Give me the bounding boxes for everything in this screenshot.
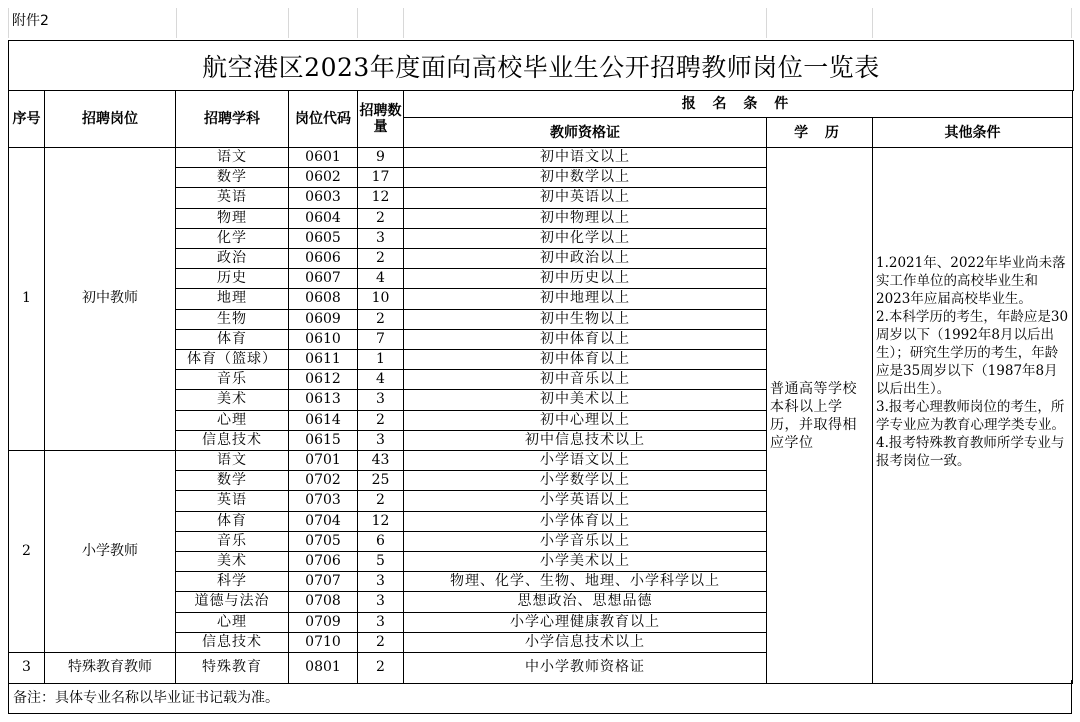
footnote: 备注：具体专业名称以毕业证书记载为准。	[8, 680, 1072, 714]
row-count: 4	[358, 269, 404, 289]
grid-line	[872, 8, 1072, 38]
row-code: 0701	[289, 451, 358, 471]
row-code: 0608	[289, 289, 358, 309]
row-qualification: 小学音乐以上	[404, 531, 767, 551]
row-qualification: 初中英语以上	[404, 188, 767, 208]
row-count: 17	[358, 168, 404, 188]
row-subject: 政治	[176, 249, 289, 269]
row-qualification: 初中心理以上	[404, 410, 767, 430]
row-code: 0609	[289, 309, 358, 329]
row-position: 小学教师	[45, 451, 176, 653]
header-code: 岗位代码	[289, 91, 358, 148]
row-code: 0606	[289, 249, 358, 269]
row-qualification: 思想政治、思想品德	[404, 592, 767, 612]
row-subject: 信息技术	[176, 632, 289, 652]
row-subject: 美术	[176, 552, 289, 572]
row-qualification: 小学美术以上	[404, 552, 767, 572]
row-seq: 3	[9, 653, 45, 684]
row-subject: 英语	[176, 491, 289, 511]
row-subject: 英语	[176, 188, 289, 208]
row-qualification: 初中历史以上	[404, 269, 767, 289]
row-code: 0615	[289, 430, 358, 450]
grid-line	[175, 8, 289, 38]
row-subject: 美术	[176, 390, 289, 410]
row-code: 0710	[289, 632, 358, 652]
row-count: 2	[358, 653, 404, 684]
row-code: 0610	[289, 329, 358, 349]
row-subject: 特殊教育	[176, 653, 289, 684]
row-code: 0709	[289, 612, 358, 632]
grid-line	[357, 8, 404, 38]
row-code: 0605	[289, 228, 358, 248]
row-count: 5	[358, 552, 404, 572]
header-seq: 序号	[9, 91, 45, 148]
row-qualification: 初中体育以上	[404, 350, 767, 370]
row-qualification: 初中物理以上	[404, 208, 767, 228]
row-qualification: 初中政治以上	[404, 249, 767, 269]
row-position: 初中教师	[45, 148, 176, 451]
recruitment-table	[8, 90, 1073, 684]
row-code: 0707	[289, 572, 358, 592]
header-qualification: 教师资格证	[404, 118, 767, 148]
row-subject: 心理	[176, 612, 289, 632]
row-count: 2	[358, 491, 404, 511]
education-requirement: 普通高等学校本科以上学历，并取得相应学位	[767, 148, 873, 684]
row-qualification: 初中体育以上	[404, 329, 767, 349]
row-subject: 数学	[176, 471, 289, 491]
row-qualification: 初中音乐以上	[404, 370, 767, 390]
header-other: 其他条件	[873, 118, 1073, 148]
row-subject: 体育（篮球）	[176, 350, 289, 370]
row-subject: 心理	[176, 410, 289, 430]
row-subject: 生物	[176, 309, 289, 329]
row-qualification: 初中数学以上	[404, 168, 767, 188]
row-code: 0611	[289, 350, 358, 370]
row-subject: 地理	[176, 289, 289, 309]
other-condition-item: 3.报考心理教师岗位的考生，所学专业应为教育心理学类专业。	[876, 399, 1065, 433]
row-code: 0703	[289, 491, 358, 511]
row-qualification: 小学心理健康教育以上	[404, 612, 767, 632]
page-title: 航空港区2023年度面向高校毕业生公开招聘教师岗位一览表	[8, 40, 1074, 91]
row-count: 2	[358, 309, 404, 329]
row-count: 9	[358, 148, 404, 168]
row-count: 2	[358, 208, 404, 228]
grid-line	[403, 8, 767, 38]
row-count: 2	[358, 249, 404, 269]
row-count: 1	[358, 350, 404, 370]
row-count: 3	[358, 612, 404, 632]
row-qualification: 初中信息技术以上	[404, 430, 767, 450]
header-count: 招聘数量	[358, 91, 404, 148]
row-qualification: 初中语文以上	[404, 148, 767, 168]
header-conditions: 报 名 条 件	[404, 91, 1073, 118]
row-code: 0708	[289, 592, 358, 612]
row-code: 0613	[289, 390, 358, 410]
row-subject: 道德与法治	[176, 592, 289, 612]
row-count: 10	[358, 289, 404, 309]
row-count: 3	[358, 430, 404, 450]
row-count: 2	[358, 410, 404, 430]
row-qualification: 初中美术以上	[404, 390, 767, 410]
row-subject: 信息技术	[176, 430, 289, 450]
row-subject: 历史	[176, 269, 289, 289]
grid-line	[766, 8, 873, 38]
row-qualification: 中小学教师资格证	[404, 653, 767, 684]
row-subject: 体育	[176, 329, 289, 349]
grid-line	[288, 8, 358, 38]
row-count: 2	[358, 632, 404, 652]
row-code: 0801	[289, 653, 358, 684]
row-code: 0705	[289, 531, 358, 551]
row-qualification: 小学信息技术以上	[404, 632, 767, 652]
row-code: 0704	[289, 511, 358, 531]
header-subject: 招聘学科	[176, 91, 289, 148]
row-qualification: 小学体育以上	[404, 511, 767, 531]
row-code: 0706	[289, 552, 358, 572]
row-count: 3	[358, 228, 404, 248]
row-count: 43	[358, 451, 404, 471]
row-qualification: 物理、化学、生物、地理、小学科学以上	[404, 572, 767, 592]
row-code: 0603	[289, 188, 358, 208]
row-count: 3	[358, 572, 404, 592]
row-subject: 体育	[176, 511, 289, 531]
row-qualification: 小学英语以上	[404, 491, 767, 511]
row-code: 0607	[289, 269, 358, 289]
row-count: 6	[358, 531, 404, 551]
row-code: 0702	[289, 471, 358, 491]
row-subject: 物理	[176, 208, 289, 228]
row-subject: 语文	[176, 451, 289, 471]
row-subject: 音乐	[176, 531, 289, 551]
row-seq: 1	[9, 148, 45, 451]
row-code: 0612	[289, 370, 358, 390]
row-seq: 2	[9, 451, 45, 653]
row-code: 0604	[289, 208, 358, 228]
row-count: 3	[358, 592, 404, 612]
row-subject: 科学	[176, 572, 289, 592]
row-code: 0601	[289, 148, 358, 168]
row-position: 特殊教育教师	[45, 653, 176, 684]
row-count: 7	[358, 329, 404, 349]
row-subject: 语文	[176, 148, 289, 168]
other-condition-item: 2.本科学历的考生，年龄应是30周岁以下（1992年8月以后出生）；研究生学历的考生，年龄应是35周岁以下（1987年8月以后出生）。	[876, 309, 1069, 397]
row-qualification: 小学数学以上	[404, 471, 767, 491]
row-code: 0614	[289, 410, 358, 430]
row-count: 3	[358, 390, 404, 410]
row-qualification: 初中地理以上	[404, 289, 767, 309]
other-condition-item: 4.报考特殊教育教师所学专业与报考岗位一致。	[876, 435, 1065, 469]
row-count: 25	[358, 471, 404, 491]
row-subject: 音乐	[176, 370, 289, 390]
row-count: 12	[358, 188, 404, 208]
row-qualification: 初中化学以上	[404, 228, 767, 248]
row-subject: 数学	[176, 168, 289, 188]
attachment-label: 附件2	[12, 13, 49, 29]
row-code: 0602	[289, 168, 358, 188]
other-conditions	[873, 148, 1073, 684]
other-condition-item: 1.2021年、2022年毕业尚未落实工作单位的高校毕业生和2023年应届高校毕业生。	[876, 255, 1066, 307]
row-subject: 化学	[176, 228, 289, 248]
table-row	[9, 148, 1073, 168]
row-count: 12	[358, 511, 404, 531]
header-education: 学 历	[767, 118, 873, 148]
row-qualification: 小学语文以上	[404, 451, 767, 471]
row-qualification: 初中生物以上	[404, 309, 767, 329]
row-count: 4	[358, 370, 404, 390]
header-position: 招聘岗位	[45, 91, 176, 148]
